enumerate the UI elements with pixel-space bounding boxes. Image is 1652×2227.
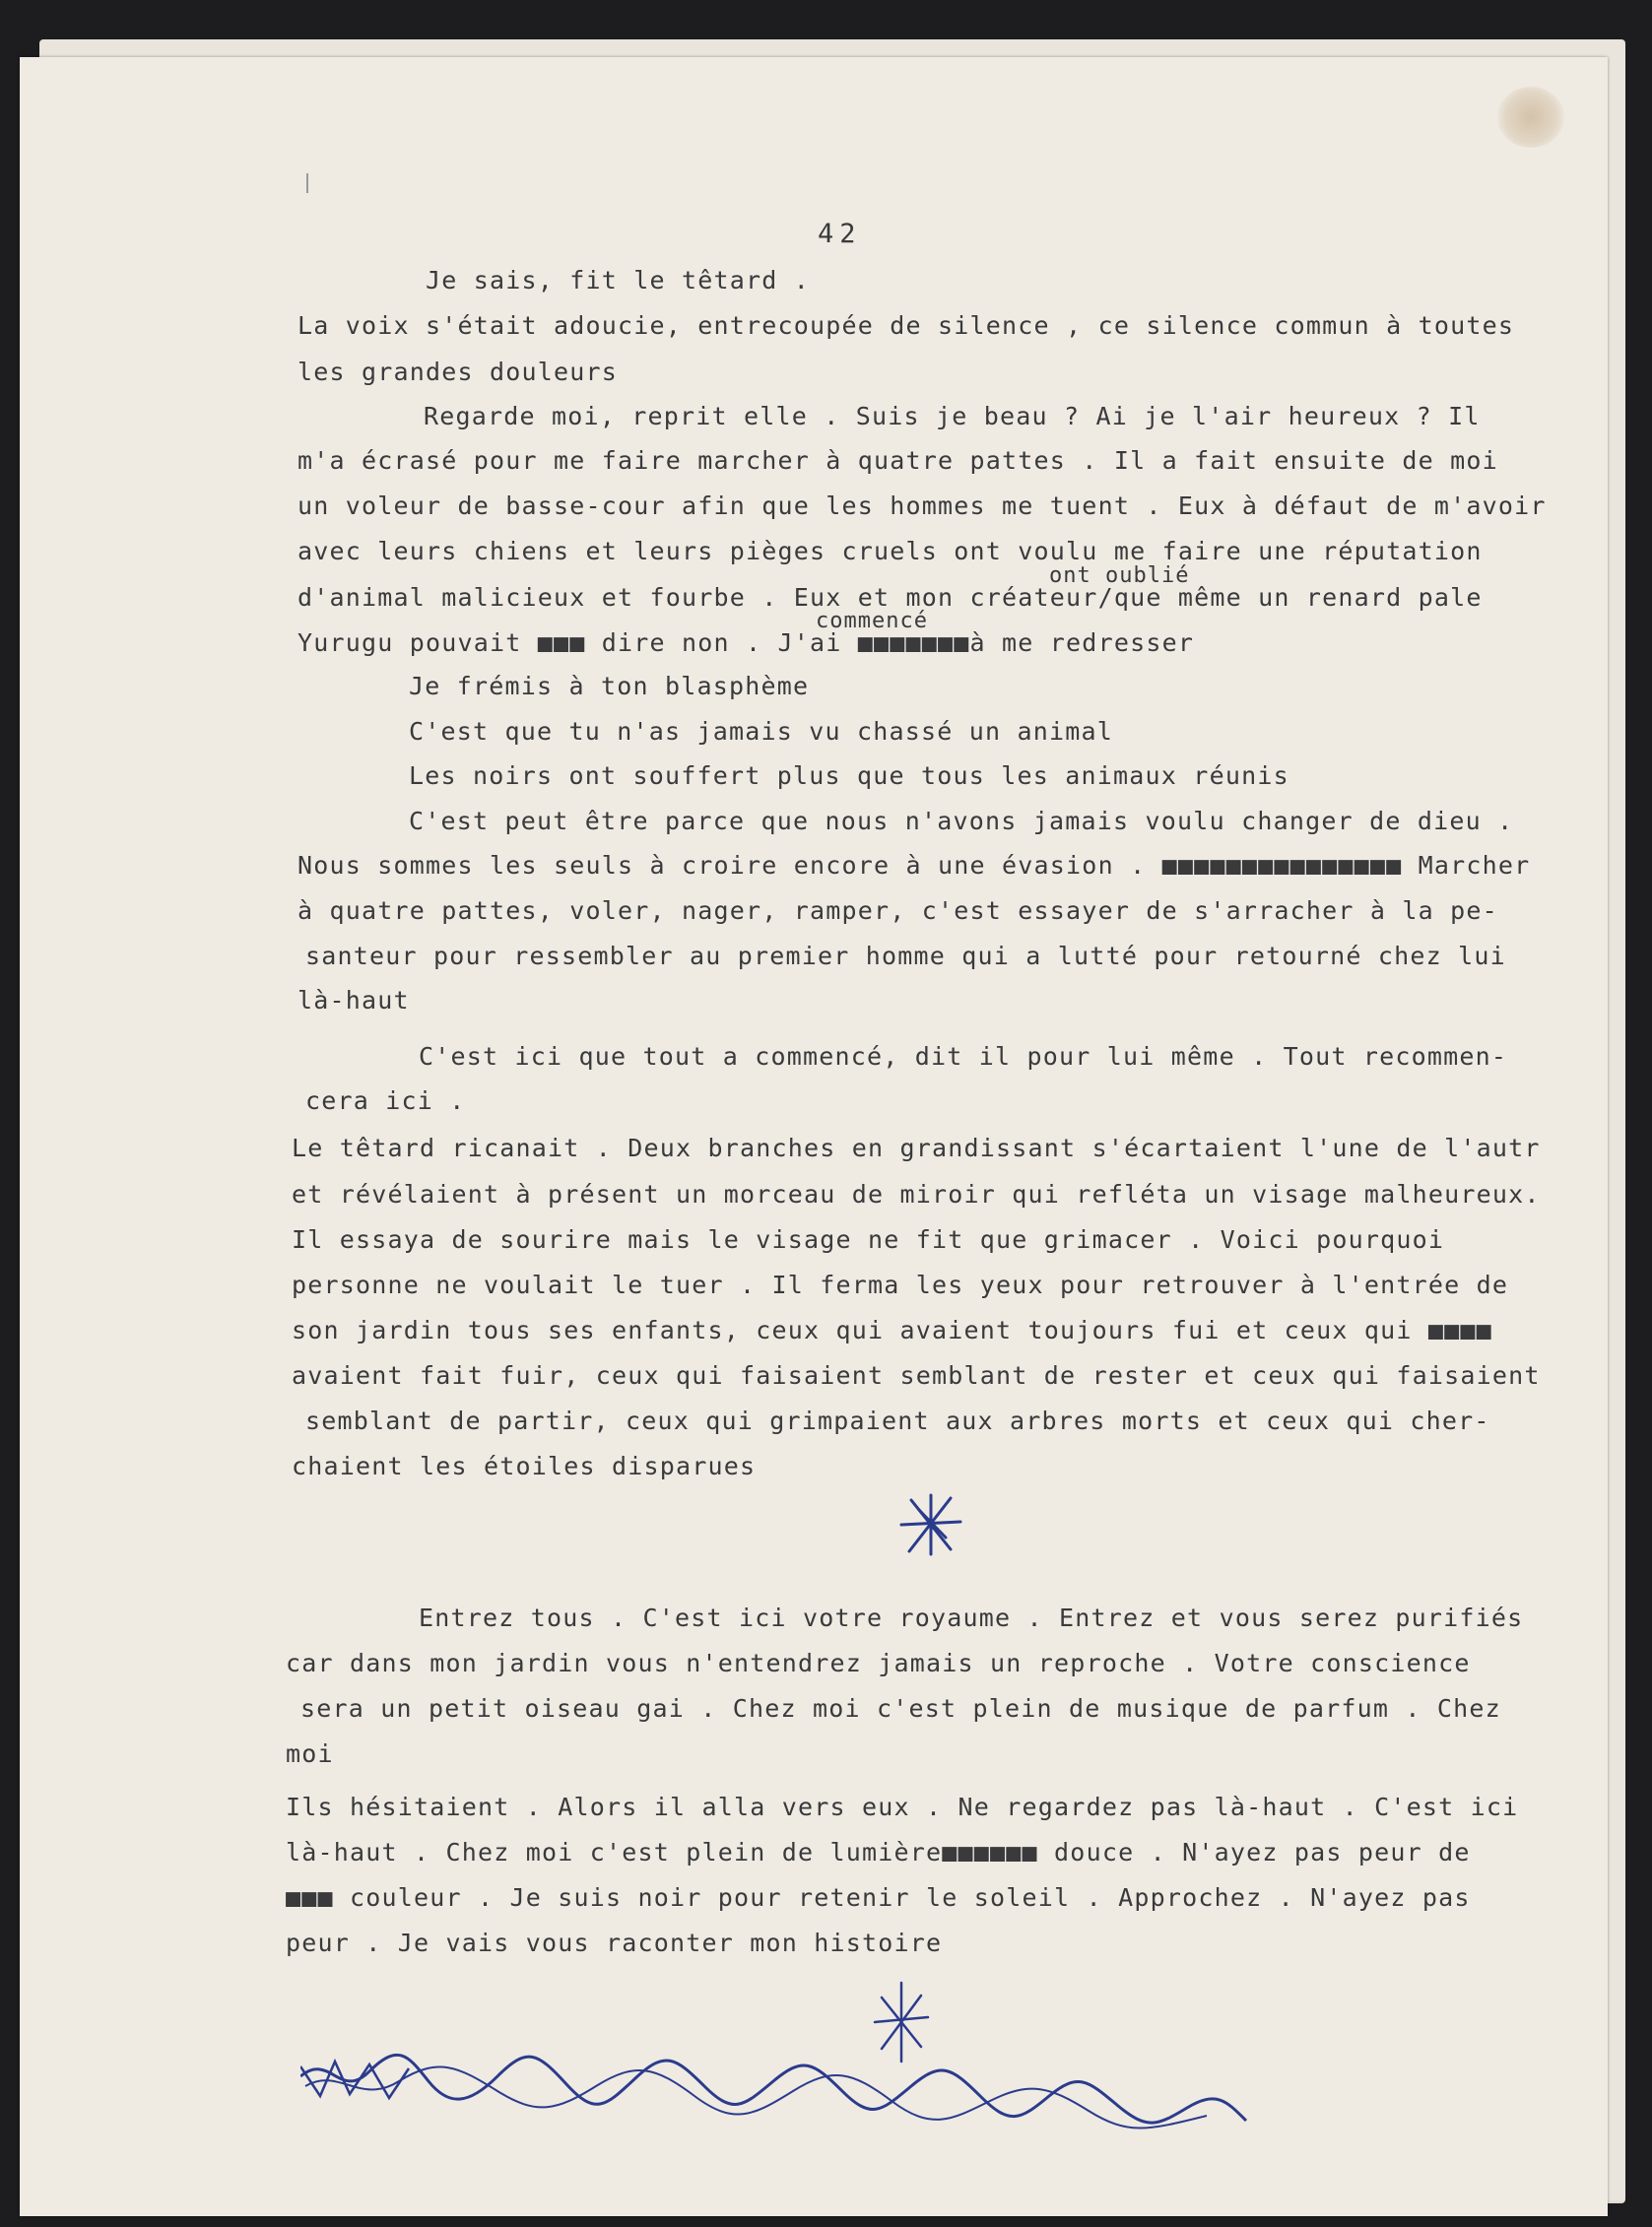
text-line: d'animal malicieux et fourbe . Eux et mon créateur/que même un renard pale xyxy=(297,583,1483,612)
text-line: Entrez tous . C'est ici votre royaume . Entrez et vous serez purifiés xyxy=(419,1604,1524,1632)
text-line: Le têtard ricanait . Deux branches en grandissant s'écartaient l'une de l'autr xyxy=(292,1134,1541,1162)
text-line: un voleur de basse-cour afin que les hommes me tuent . Eux à défaut de m'avoir xyxy=(297,491,1547,520)
interlinear-insertion: commencé xyxy=(816,609,928,633)
crossed-out-line xyxy=(300,2047,1266,2155)
text-line: Je sais, fit le têtard . xyxy=(426,266,811,295)
text-line: C'est peut être parce que nous n'avons jamais voulu changer de dieu . xyxy=(409,807,1514,835)
text-line: C'est ici que tout a commencé, dit il pour lui même . Tout recommen- xyxy=(419,1042,1508,1071)
text-line: là-haut . Chez moi c'est plein de lumière■■■■■■ douce . N'ayez pas peur de xyxy=(286,1838,1471,1867)
text-line: personne ne voulait le tuer . Il ferma les yeux pour retrouver à l'entrée de xyxy=(292,1271,1509,1299)
text-line: ■■■ couleur . Je suis noir pour retenir le soleil . Approchez . N'ayez pas xyxy=(286,1883,1471,1912)
text-line: Ils hésitaient . Alors il alla vers eux . Ne regardez pas là-haut . C'est ici xyxy=(286,1793,1519,1821)
page-number: 42 xyxy=(818,219,862,249)
text-line: sera un petit oiseau gai . Chez moi c'est plein de musique de parfum . Chez xyxy=(300,1694,1501,1723)
text-line: Les noirs ont souffert plus que tous les animaux réunis xyxy=(409,761,1289,790)
asterisk-separator-icon xyxy=(892,1490,970,1559)
text-line: Nous sommes les seuls à croire encore à une évasion . ■■■■■■■■■■■■■■■ Marcher xyxy=(297,851,1531,880)
text-line: cera ici . xyxy=(305,1086,466,1115)
text-line: et révélaient à présent un morceau de miroir qui refléta un visage malheureux. xyxy=(292,1180,1541,1209)
text-line: avec leurs chiens et leurs pièges cruels ont voulu me faire une réputation xyxy=(297,537,1483,565)
text-line: Il essaya de sourire mais le visage ne fit que grimacer . Voici pourquoi xyxy=(292,1225,1445,1254)
text-line: C'est que tu n'as jamais vu chassé un animal xyxy=(409,717,1114,746)
text-line: les grandes douleurs xyxy=(297,358,619,386)
text-line: son jardin tous ses enfants, ceux qui avaient toujours fui et ceux qui ■■■■ xyxy=(292,1316,1492,1344)
text-line: à quatre pattes, voler, nager, ramper, c'est essayer de s'arracher à la pe- xyxy=(297,896,1498,925)
text-line: car dans mon jardin vous n'entendrez jamais un reproche . Votre conscience xyxy=(286,1649,1471,1677)
text-line: La voix s'était adoucie, entrecoupée de silence , ce silence commun à toutes xyxy=(297,311,1515,340)
text-line: semblant de partir, ceux qui grimpaient aux arbres morts et ceux qui cher- xyxy=(305,1407,1490,1435)
text-line: Regarde moi, reprit elle . Suis je beau ? Ai je l'air heureux ? Il xyxy=(424,402,1481,430)
text-line: Je frémis à ton blasphème xyxy=(409,672,810,700)
text-line: moi xyxy=(286,1739,334,1768)
page-text xyxy=(20,57,1608,2216)
text-line: avaient fait fuir, ceux qui faisaient semblant de rester et ceux qui faisaient xyxy=(292,1361,1541,1390)
interlinear-insertion: ont oublié xyxy=(1049,563,1190,588)
text-line: là-haut xyxy=(297,986,410,1015)
text-line: chaient les étoiles disparues xyxy=(292,1452,757,1480)
typewritten-page xyxy=(20,57,1608,2216)
text-line: santeur pour ressembler au premier homme qui a lutté pour retourné chez lui xyxy=(305,942,1506,970)
text-line: peur . Je vais vous raconter mon histoire xyxy=(286,1929,943,1957)
text-line: Yurugu pouvait ■■■ dire non . J'ai ■■■■■■■à me redresser xyxy=(297,628,1195,657)
text-line: m'a écrasé pour me faire marcher à quatre pattes . Il a fait ensuite de moi xyxy=(297,446,1498,475)
